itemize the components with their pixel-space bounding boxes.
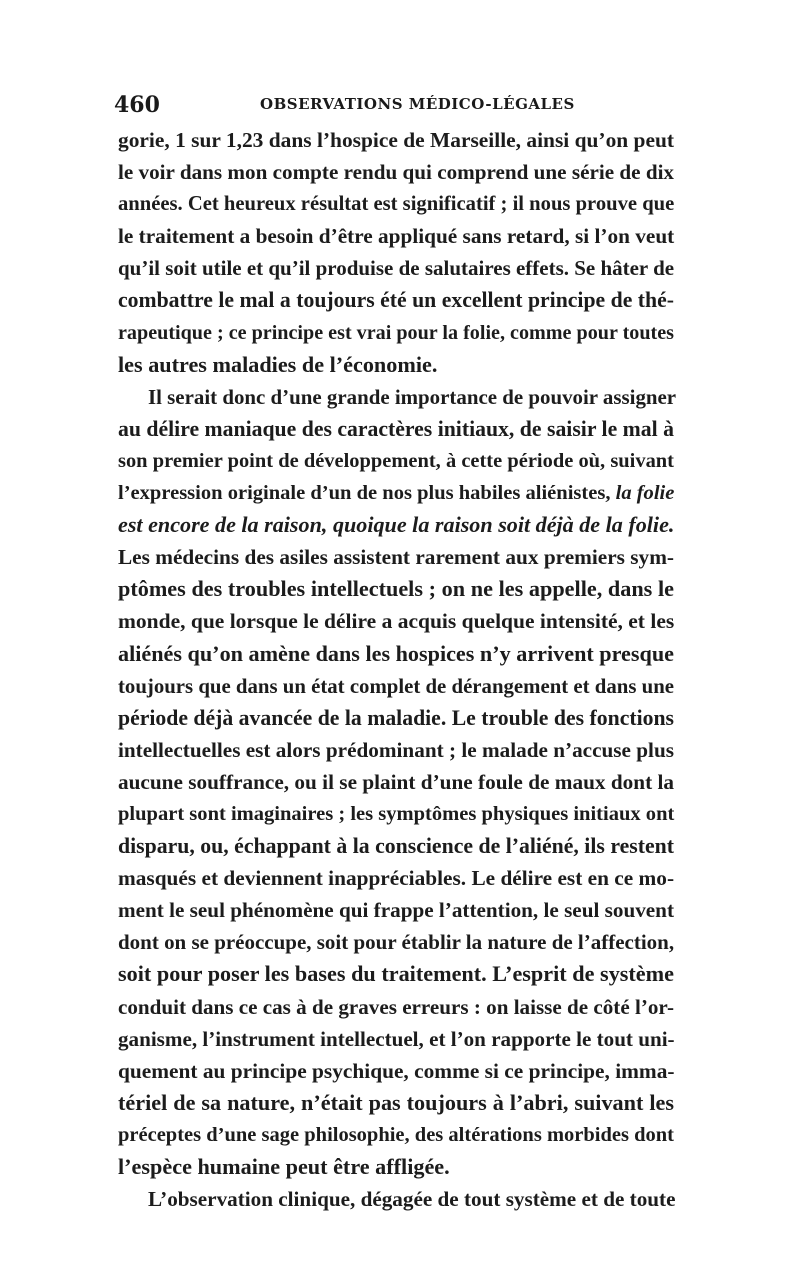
text-line: aucune souffrance, ou il se plaint d’une foule de maux dont la — [118, 769, 674, 794]
text-line: aliénés qu’on amène dans les hospices n’y arrivent presque — [118, 640, 674, 666]
text-line: son premier point de développement, à cette période où, suivant — [118, 449, 674, 472]
text-line: intellectuelles est alors prédominant ; le malade n’accuse plus — [118, 737, 674, 762]
text-line: toujours que dans un état complet de dérangement et dans une — [118, 673, 674, 698]
text-line: disparu, ou, échappant à la conscience de l’aliéné, ils restent — [118, 834, 674, 859]
text-line: rapeutique ; ce principe est vrai pour la folie, comme pour toutes — [118, 321, 674, 344]
text-line: ptômes des troubles intellectuels ; on ne les appelle, dans le — [118, 576, 674, 602]
text-line: au délire maniaque des caractères initiaux, de saisir le mal à — [118, 416, 674, 441]
italic-quote-line: est encore de la raison, quoique la raison soit déjà de la folie. — [118, 512, 675, 538]
text-line: quement au principe psychique, comme si ce principe, imma- — [118, 1058, 675, 1083]
paragraph-end-line: les autres maladies de l’économie. — [118, 351, 438, 377]
text-line: le traitement a besoin d’être appliqué sans retard, si l’on veut — [118, 224, 675, 249]
text-line: combattre le mal a toujours été un excellent principe de thé- — [118, 288, 674, 313]
text-line: ganisme, l’instrument intellectuel, et l’on rapporte le tout uni- — [118, 1026, 675, 1051]
italic-quote: la folie — [615, 482, 675, 505]
body-text — [118, 124, 677, 1215]
text-line-with-italic — [118, 477, 674, 509]
page-header — [114, 92, 674, 122]
text-line: années. Cet heureux résultat est significatif ; il nous prouve que — [118, 193, 675, 216]
page-number: 460 — [114, 92, 160, 118]
text-line: plupart sont imaginaires ; les symptômes physiques initiaux ont — [118, 802, 675, 825]
paragraph-end-line: l’espèce humaine peut être affligée. — [118, 1154, 450, 1179]
text-line: qu’il soit utile et qu’il produise de salutaires effets. Se hâter de — [118, 256, 675, 281]
text-line: période déjà avancée de la maladie. Le trouble des fonctions — [118, 705, 674, 730]
text-line: dont on se préoccupe, soit pour établir la nature de l’affection, — [118, 930, 675, 955]
text-line: monde, que lorsque le délire a acquis quelque intensité, et les — [118, 609, 675, 634]
text-line: préceptes d’une sage philosophie, des altérations morbides dont — [118, 1123, 674, 1146]
text-line: tériel de sa nature, n’était pas toujours à l’abri, suivant les — [118, 1089, 674, 1115]
running-head: OBSERVATIONS MÉDICO-LÉGALES — [260, 95, 575, 113]
text-segment: l’expression originale d’un de nos plus habiles aliénistes, — [118, 482, 611, 505]
paragraph-start-line: L’observation clinique, dégagée de tout système et de toute — [148, 1187, 676, 1212]
text-line: conduit dans ce cas à de graves erreurs : on laisse de côté l’or- — [118, 994, 674, 1019]
text-line: soit pour poser les bases du traitement. L’esprit de système — [118, 961, 674, 987]
text-line: ment le seul phénomène qui frappe l’attention, le seul souvent — [118, 898, 674, 923]
text-line: masqués et deviennent inappréciables. Le délire est en ce mo- — [118, 866, 675, 891]
paragraph-start-line: Il serait donc d’une grande importance de pouvoir assigner — [148, 384, 677, 409]
text-line: le voir dans mon compte rendu qui comprend une série de dix — [118, 160, 674, 185]
text-line: gorie, 1 sur 1,23 dans l’hospice de Marseille, ainsi qu’on peut — [118, 128, 675, 152]
text-line: Les médecins des asiles assistent rarement aux premiers sym- — [118, 545, 674, 570]
